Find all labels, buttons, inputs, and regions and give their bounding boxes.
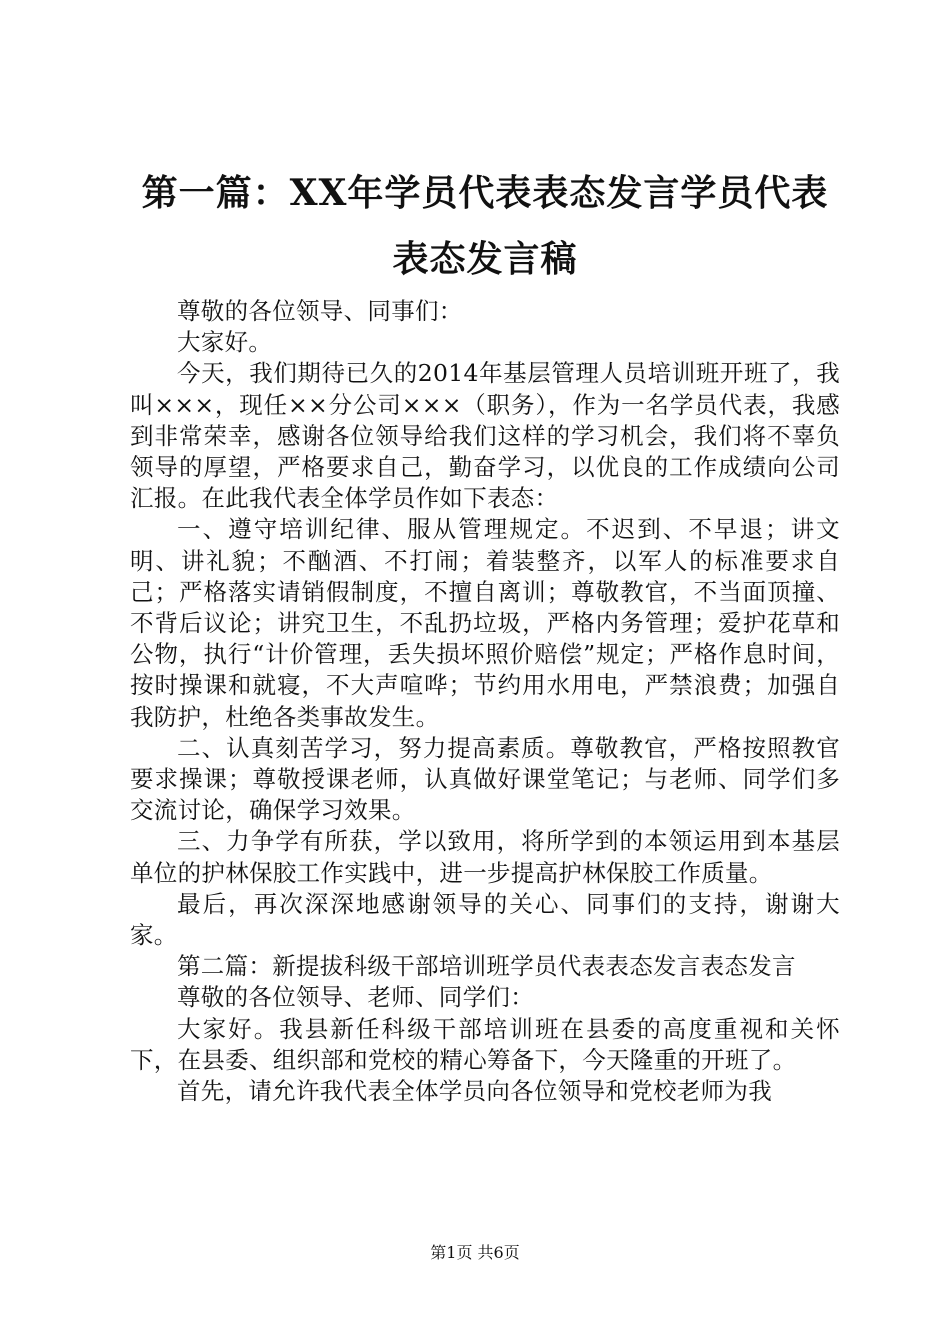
paragraph-greeting-two: 尊敬的各位领导、老师、同学们： <box>177 983 534 1012</box>
document-body <box>130 296 840 1107</box>
paragraph-greeting: 尊敬的各位领导、同事们： <box>177 297 463 325</box>
page-footer: 第1页 共6页 <box>430 1243 520 1262</box>
paragraph-intro: 今天，我们期待已久的2014年基层管理人员培训班开班了，我叫×××，现任××分公司×××（职务），作为一名学员代表，我感到非常荣幸，感谢各位领导给我们这样的学习机会，我们将不辜负领导的厚望，严格要求自己，勤奋学习，以优良的工作成绩向公司汇报。在此我代表全体学员作如下表态： <box>130 359 840 513</box>
paragraph-section-two-heading: 第二篇：新提拔科级干部培训班学员代表表态发言表态发言 <box>177 952 796 981</box>
paragraph-point-one: 一、遵守培训纪律、服从管理规定。不迟到、不早退；讲文明、讲礼貌；不酗酒、不打闹；着装整齐，以军人的标准要求自己；严格落实请销假制度，不擅自离训；尊敬教官，不当面顶撞、不背后议论；讲究卫生，不乱扔垃圾，严格内务管理；爱护花草和公物，执行“计价管理，丢失损坏照价赔偿”规定；严格作息时间，按时操课和就寝，不大声喧哗；节约用水用电，严禁浪费；加强自我防护，杜绝各类事故发生。 <box>130 515 840 731</box>
document-title: 第一篇：XX年学员代表表态发言学员代表表态发言稿 <box>141 172 829 280</box>
paragraph-point-two: 二、认真刻苦学习，努力提高素质。尊敬教官，严格按照教官要求操课；尊敬授课老师，认真做好课堂笔记；与老师、同学们多交流讨论，确保学习效果。 <box>130 733 840 825</box>
paragraph-closing: 最后，再次深深地感谢领导的关心、同事们的支持，谢谢大家。 <box>130 889 840 950</box>
paragraph-hello: 大家好。 <box>177 328 273 357</box>
paragraph-first: 首先，请允许我代表全体学员向各位领导和党校老师为我 <box>177 1077 772 1106</box>
paragraph-point-three: 三、力争学有所获，学以致用，将所学到的本领运用到本基层单位的护林保胶工作实践中，进一步提高护林保胶工作质量。 <box>130 827 840 887</box>
paragraph-hello-two: 大家好。我县新任科级干部培训班在县委的高度重视和关怀下，在县委、组织部和党校的精心筹备下，今天隆重的开班了。 <box>130 1014 840 1074</box>
